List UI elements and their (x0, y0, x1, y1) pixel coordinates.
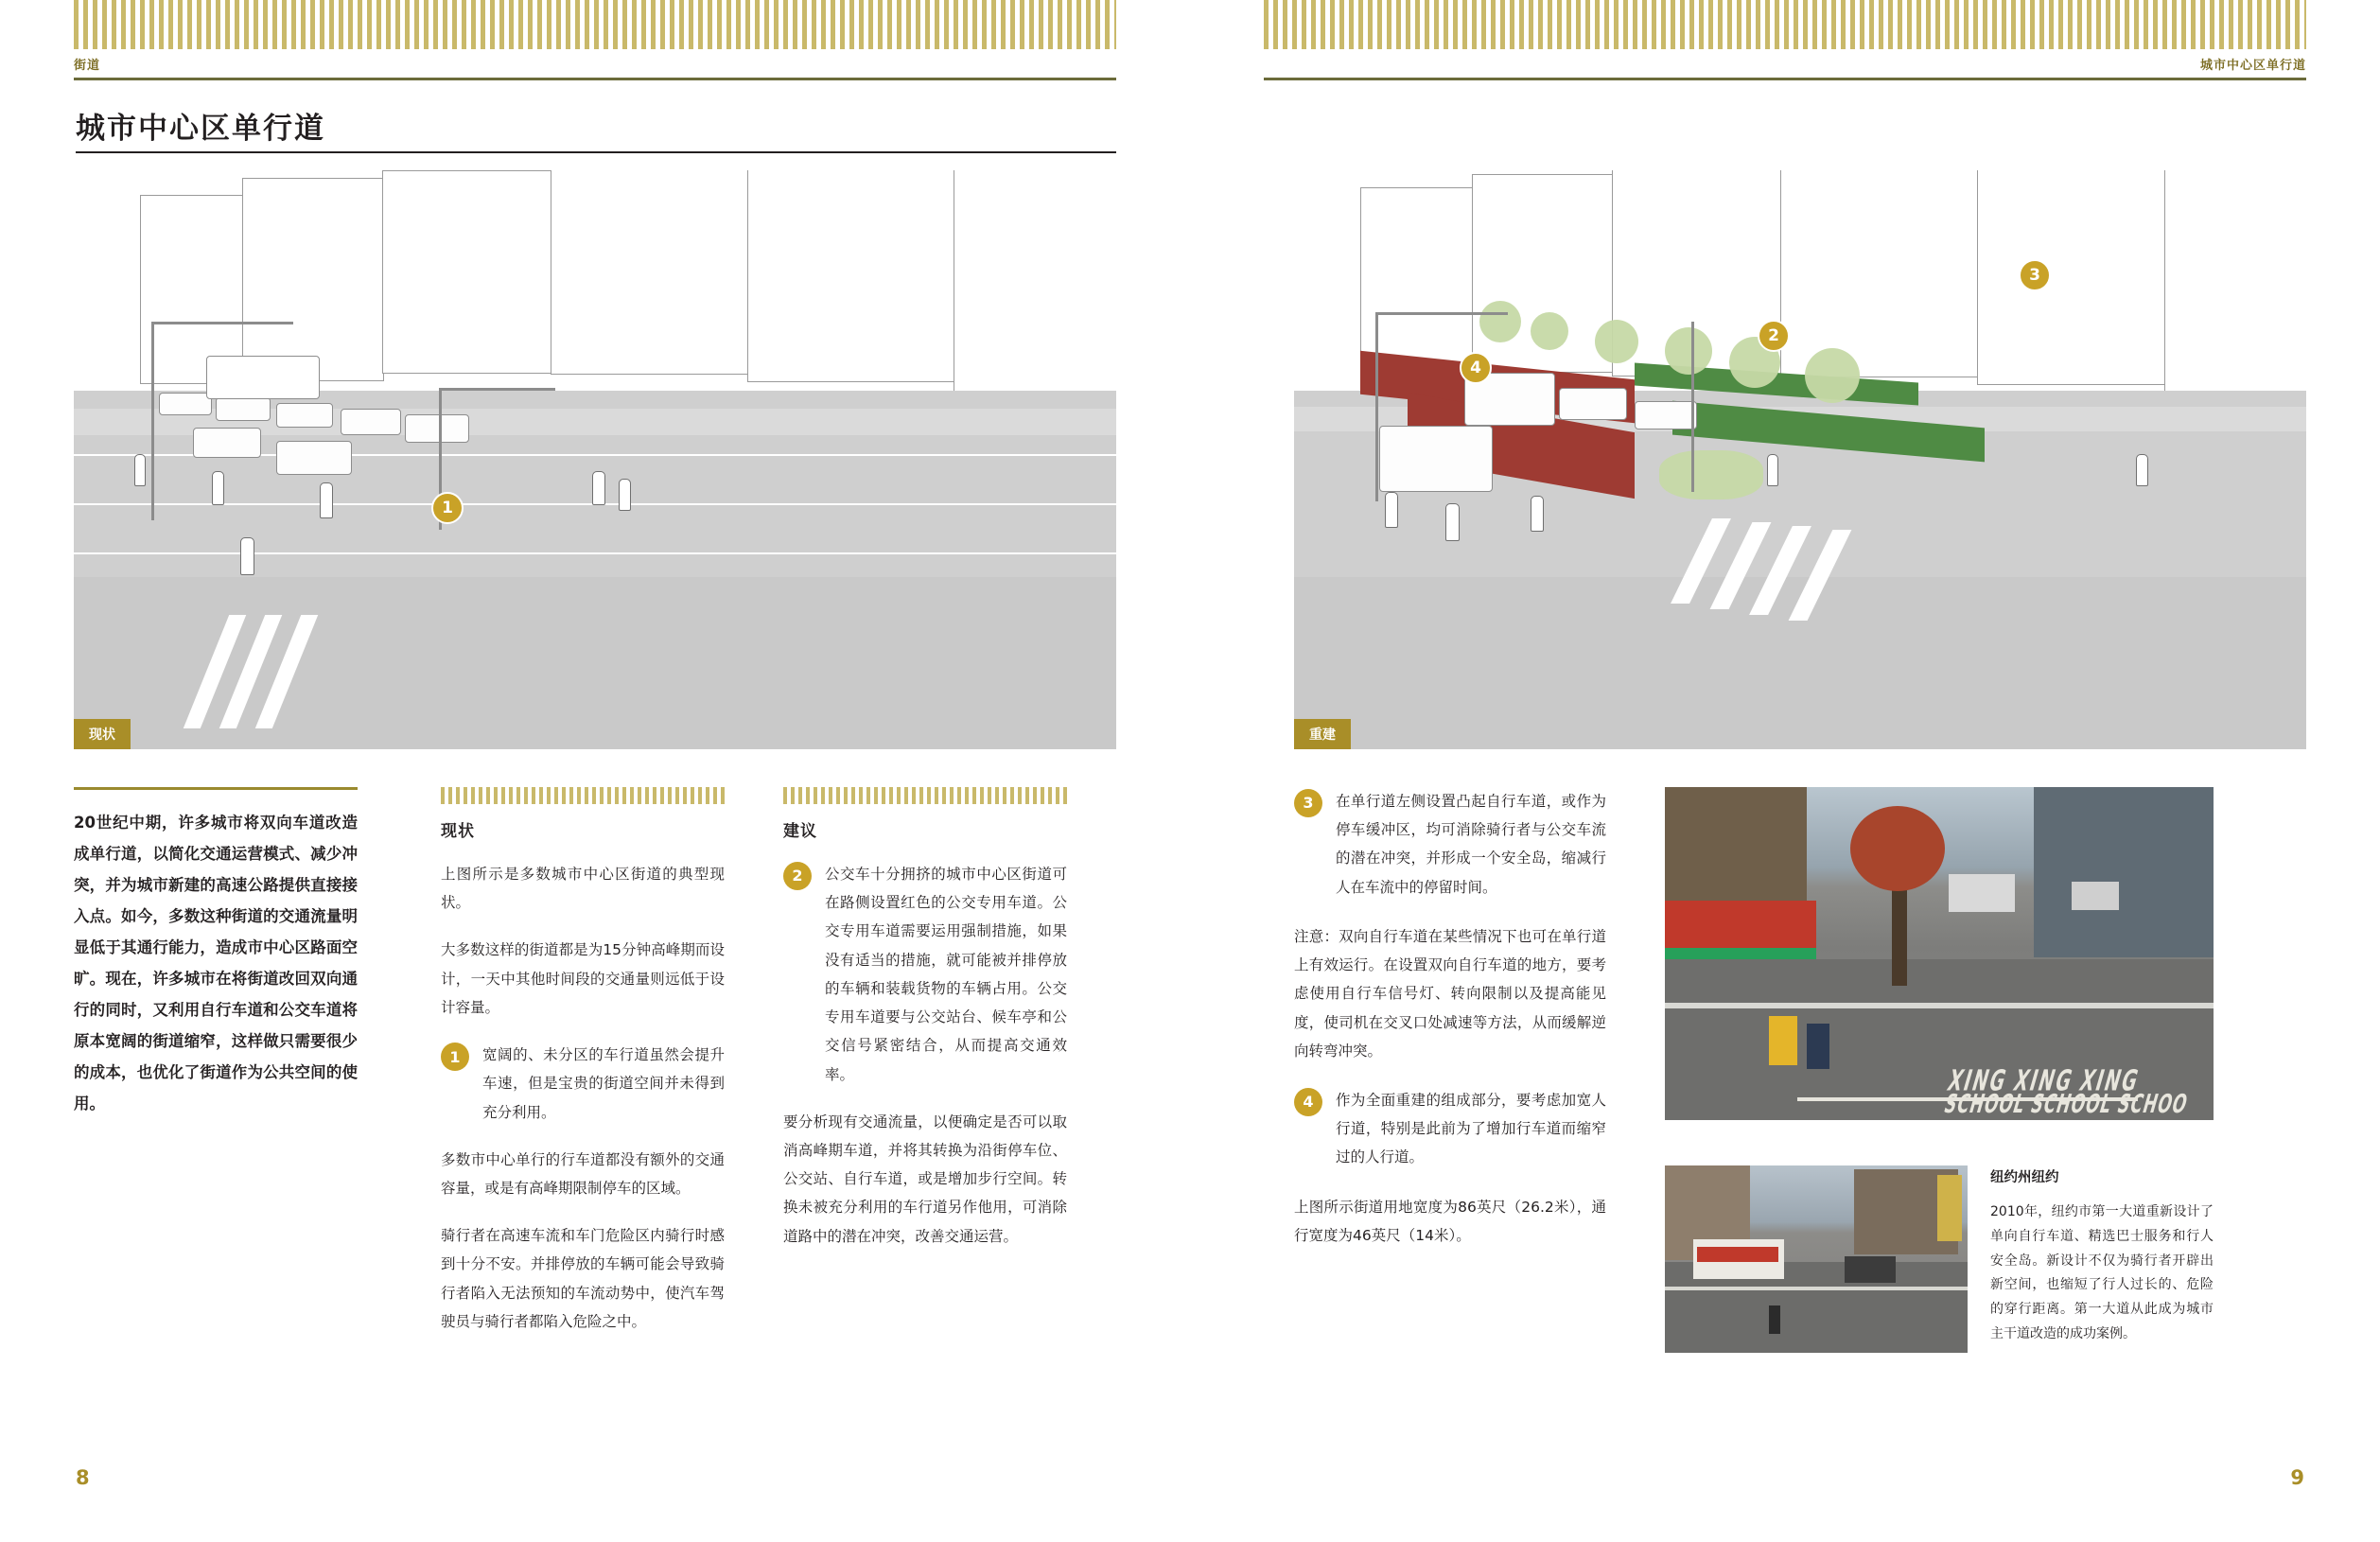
moving-car (193, 428, 261, 458)
page-number-right: 9 (2290, 1466, 2304, 1489)
parked-car (216, 397, 271, 421)
paragraph-note: 注意：双向自行车道在某些情况下也可在单行道上有效运行。在设置双向自行车道的地方，要考虑使用自行车信号灯、转向限制以及提高能见度，使司机在交叉口处减速等方法，从而缓解逆向转弯冲突。 (1294, 927, 1606, 1060)
running-head-left: 街道 (74, 59, 101, 73)
car (1559, 388, 1627, 420)
illustration-caption-existing: 现状 (74, 719, 131, 749)
parked-car (405, 414, 469, 443)
paragraph: 骑行者在高速车流和车门危险区内骑行时感到十分不安。并排停放的车辆可能会导致骑行者陷入无法预知的车流动势中，使汽车驾驶员与骑行者都陷入危险之中。 (441, 1227, 725, 1330)
bus (206, 356, 320, 399)
callout-marker-3: 3 (2019, 259, 2051, 291)
paragraph-dimensions: 上图所示街道用地宽度为86英尺（26.2米），通行宽度为46英尺（14米）。 (1294, 1198, 1606, 1244)
building (2164, 170, 2306, 397)
callout-marker-4: 4 (1460, 352, 1492, 384)
top-hatch-band-right (1264, 0, 2306, 49)
paragraph: 多数市中心单行的行车道都没有额外的交通容量，或是有高峰期限制停车的区域。 (441, 1150, 725, 1197)
callout-number-3: 3 (1294, 789, 1322, 817)
photo-pavement-marking-school: SCHOOL SCHOOL SCHOO (1940, 1090, 2192, 1120)
photo-car (2072, 882, 2119, 910)
paragraph-text: 公交车十分拥挤的城市中心区街道可在路侧设置红色的公交专用车道。公交专用车道需要运用强制措施，如果没有适当的措施，就可能被并排停放的车辆和装载货物的车辆占用。公交专用车道要与公交站台、候车亭和公交信号紧密结合，从而提高交通效率。 (825, 866, 1067, 1083)
moving-car (276, 441, 352, 475)
building (747, 170, 955, 382)
right-page (1190, 0, 2380, 1542)
tree (1531, 312, 1568, 350)
callout-marker-1: 1 (431, 492, 464, 524)
pedestrian (320, 482, 333, 518)
car (1635, 401, 1697, 429)
callout-number-2: 2 (783, 862, 812, 890)
photo-truck-sign (1697, 1247, 1778, 1262)
signal-mast-arm (151, 322, 293, 324)
building (242, 178, 384, 381)
street-light-pole (1691, 322, 1694, 492)
paragraph: 大多数这样的街道都是为15分钟高峰期而设计，一天中其他时间段的交通量则远低于设计容量。 (441, 941, 725, 1016)
column-heading-recommendations: 建议 (783, 822, 817, 841)
top-hatch-band-left (74, 0, 1116, 49)
pedestrian (619, 479, 631, 511)
tree (1479, 301, 1521, 342)
intro-paragraph: 20世纪中期，许多城市将双向车道改造成单行道，以简化交通运营模式、减少冲突，并为城市新建的高速公路提供直接接入点。如今，多数这种街道的交通流量明显低于其通行能力，造成市中心区路面空旷。现在，许多城市在将街道改回双向通行的同时，又利用自行车道和公交车道将原本宽阔的街道缩窄，这样做只需要很少的成本，也优化了街道作为公共空间的使用。 (74, 787, 358, 1119)
column-right-text (1294, 787, 1606, 1270)
numbered-paragraph-1 (441, 1041, 725, 1127)
parked-car (341, 409, 401, 435)
building (954, 170, 1116, 399)
signal-pole (151, 322, 154, 520)
column-hatch-rule (783, 787, 1067, 804)
cyclist (1531, 496, 1544, 532)
parked-car (159, 393, 212, 415)
paragraph: 要分析现有交通流量，以便确定是否可以取消高峰期车道，并将其转换为沿街停车位、公交站、自行车道，或是增加步行空间。转换未被充分利用的车行道另作他用，可消除道路中的潜在冲突，改善交通运营。 (783, 1113, 1067, 1245)
column-recommendations (783, 787, 1067, 1251)
photo-car (1845, 1256, 1896, 1283)
photo-before-condition (1665, 1165, 1968, 1353)
callout-number-4: 4 (1294, 1088, 1322, 1116)
header-rule-right (1264, 78, 2306, 80)
header-rule-left (74, 78, 1116, 80)
photo-caption-text: 2010年，纽约市第一大道重新设计了单向自行车道、精选巴士服务和行人安全岛。新设计不仅为骑行者开辟出新空间，也缩短了行人过长的、危险的穿行距离。第一大道从此成为城市主干道改造的成功案例。 (1990, 1203, 2214, 1342)
photo-bus (1949, 874, 2015, 912)
signal-mast-arm (442, 388, 555, 391)
building (382, 170, 552, 374)
page-title: 城市中心区单行道 (76, 112, 325, 146)
numbered-paragraph-3 (1294, 787, 1606, 902)
photo-first-avenue (1665, 787, 2214, 1120)
pedestrian (212, 471, 224, 505)
tree (1665, 327, 1712, 375)
building (1780, 170, 1979, 377)
photo-lane-line (1665, 1287, 1968, 1290)
photo-pavement-marking-xing: XING XING XING (1943, 1064, 2144, 1098)
callout-marker-2: 2 (1758, 320, 1790, 352)
page-number-left: 8 (76, 1466, 90, 1489)
photo-building-right (2034, 787, 2214, 957)
pedestrian (1385, 492, 1398, 528)
paragraph-text: 作为全面重建的组成部分，要考虑加宽人行道，特别是此前为了增加行车道而缩窄过的人行道。 (1336, 1091, 1606, 1166)
paragraph-text: 宽阔的、未分区的车行道虽然会提升车速，但是宝贵的街道空间并未得到充分利用。 (482, 1046, 725, 1121)
pedestrian (2136, 454, 2148, 486)
illustration-caption-rebuilt: 重建 (1294, 719, 1351, 749)
tree (1805, 348, 1860, 403)
signal-mast-arm (1375, 312, 1508, 315)
pedestrian (1767, 454, 1778, 486)
parked-car (276, 403, 333, 428)
paragraph-text: 在单行道左侧设置凸起自行车道，或作为停车缓冲区，均可消除骑行者与公交车流的潜在冲突，并形成一个安全岛，缩减行人在车流中的停留时间。 (1336, 793, 1606, 896)
running-head-right: 城市中心区单行道 (2199, 59, 2306, 73)
photo-banner (1937, 1175, 1962, 1241)
cyclist (592, 471, 605, 505)
photo-lane-line (1665, 1003, 2214, 1008)
photo-pedestrian (1769, 1305, 1780, 1334)
building (551, 170, 749, 375)
building (1977, 170, 2166, 385)
column-heading-existing: 现状 (441, 822, 475, 841)
tree (1595, 320, 1638, 363)
numbered-paragraph-4 (1294, 1086, 1606, 1172)
column-existing (441, 787, 725, 1336)
photo-caption-location: 纽约州纽约 (1990, 1170, 2059, 1185)
pedestrian (1445, 503, 1460, 541)
lane-marking (74, 552, 1116, 554)
photo-pedestrian (1769, 1016, 1797, 1065)
callout-number-1: 1 (441, 1043, 469, 1071)
pedestrian (240, 537, 254, 575)
signal-pole (1375, 312, 1378, 501)
numbered-paragraph-2 (783, 860, 1067, 1089)
photo-cyclist (1807, 1024, 1829, 1069)
photo-street-tree-canopy (1850, 806, 1945, 891)
planted-median (1659, 450, 1763, 499)
column-hatch-rule (441, 787, 725, 804)
title-rule (76, 151, 1116, 153)
photo-caption-block (1990, 1165, 2214, 1347)
illustration-existing (74, 170, 1116, 749)
paragraph: 上图所示是多数城市中心区街道的典型现状。 (441, 866, 725, 912)
illustration-rebuilt (1294, 170, 2306, 749)
pedestrian (134, 454, 146, 486)
bus (1379, 426, 1493, 492)
